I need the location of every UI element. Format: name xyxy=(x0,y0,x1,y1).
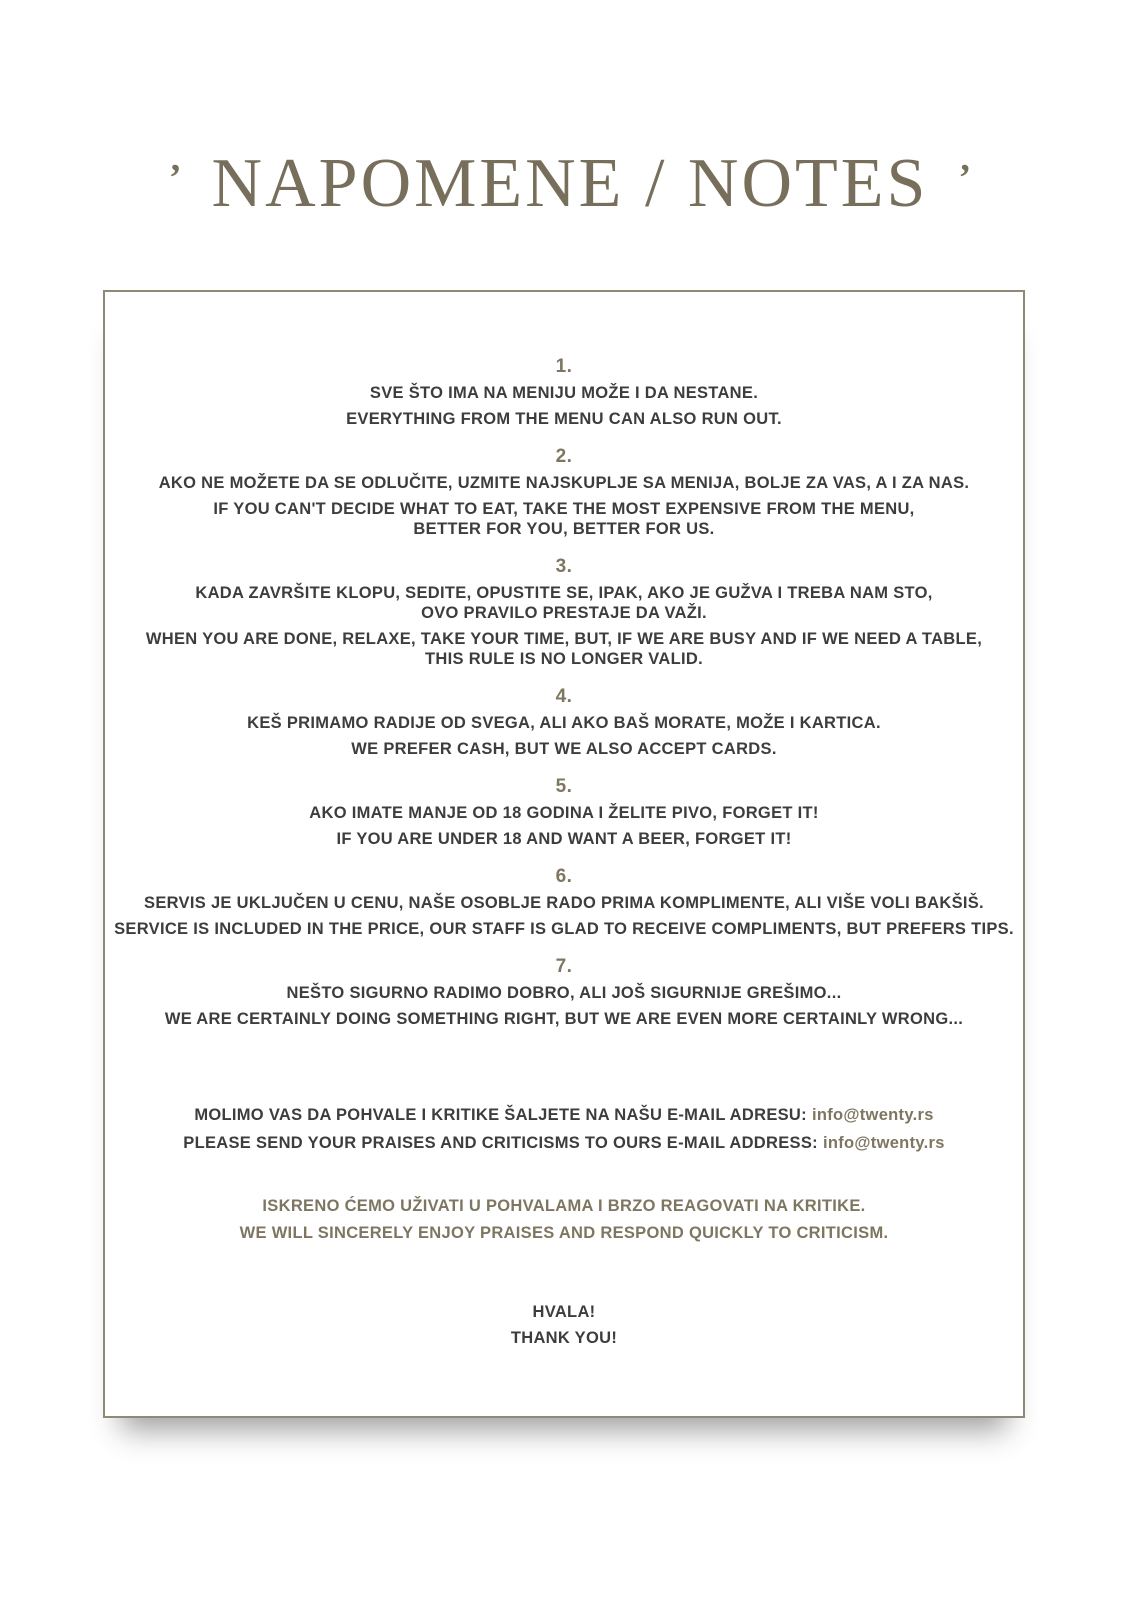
note-line: NEŠTO SIGURNO RADIMO DOBRO, ALI JOŠ SIGURNIJE GREŠIMO... xyxy=(286,984,842,1002)
promise-line-english: WE WILL SINCERELY ENJOY PRAISES AND RESPOND QUICKLY TO CRITICISM. xyxy=(239,1224,889,1242)
note-number: 3. xyxy=(555,556,573,577)
thanks-line-english: THANK YOU! xyxy=(510,1329,618,1347)
thanks-line-serbian: HVALA! xyxy=(532,1303,596,1321)
note-line: AKO IMATE MANJE OD 18 GODINA I ŽELITE PIVO, FORGET IT! xyxy=(309,804,819,822)
quote-ornament-right-icon: ’ xyxy=(958,157,972,199)
note-english-text xyxy=(105,499,1023,539)
note-line: BETTER FOR YOU, BETTER FOR US. xyxy=(413,520,715,538)
note-number: 2. xyxy=(555,446,573,467)
note-serbian-text xyxy=(105,713,1023,733)
contact-section xyxy=(105,1101,1023,1157)
note-item-3 xyxy=(105,556,1023,669)
contact-line-serbian xyxy=(105,1101,1023,1129)
note-line: IF YOU ARE UNDER 18 AND WANT A BEER, FORGET IT! xyxy=(336,830,792,848)
note-item-1 xyxy=(105,356,1023,429)
note-serbian-text xyxy=(105,983,1023,1003)
note-english-text xyxy=(105,829,1023,849)
note-item-6 xyxy=(105,866,1023,939)
note-line: KEŠ PRIMAMO RADIJE OD SVEGA, ALI AKO BAŠ MORATE, MOŽE I KARTICA. xyxy=(247,714,881,732)
menu-notes-page xyxy=(0,142,1140,1600)
note-number: 5. xyxy=(555,776,573,797)
notes-sheet xyxy=(103,290,1025,1418)
note-line: SERVICE IS INCLUDED IN THE PRICE, OUR STAFF IS GLAD TO RECEIVE COMPLIMENTS, BUT PREFERS TIPS. xyxy=(114,920,1014,938)
email-link[interactable]: info@twenty.rs xyxy=(811,1106,934,1124)
note-serbian-text xyxy=(105,803,1023,823)
note-line: WE PREFER CASH, BUT WE ALSO ACCEPT CARDS. xyxy=(351,740,777,758)
note-line: EVERYTHING FROM THE MENU CAN ALSO RUN OUT. xyxy=(346,410,782,428)
page-header xyxy=(0,142,1140,226)
contact-line-english xyxy=(105,1129,1023,1157)
note-item-7 xyxy=(105,956,1023,1029)
note-english-text xyxy=(105,1009,1023,1029)
note-english-text xyxy=(105,409,1023,429)
page-title: NAPOMENE / NOTES xyxy=(211,145,929,222)
email-link[interactable]: info@twenty.rs xyxy=(822,1134,945,1152)
note-item-5 xyxy=(105,776,1023,849)
note-line: KADA ZAVRŠITE KLOPU, SEDITE, OPUSTITE SE, IPAK, AKO JE GUŽVA I TREBA NAM STO, xyxy=(195,584,933,602)
note-serbian-text xyxy=(105,893,1023,913)
note-number: 4. xyxy=(555,686,573,707)
note-line: WHEN YOU ARE DONE, RELAXE, TAKE YOUR TIME, BUT, IF WE ARE BUSY AND IF WE NEED A TABLE, xyxy=(145,630,983,648)
note-line: THIS RULE IS NO LONGER VALID. xyxy=(425,650,703,668)
promise-section xyxy=(105,1193,1023,1247)
note-serbian-text xyxy=(105,583,1023,623)
note-english-text xyxy=(105,919,1023,939)
quote-ornament-left-icon: ’ xyxy=(168,157,182,199)
contact-label-serbian: MOLIMO VAS DA POHVALE I KRITIKE ŠALJETE NA NAŠU E-MAIL ADRESU: xyxy=(194,1106,807,1124)
note-line: SERVIS JE UKLJUČEN U CENU, NAŠE OSOBLJE RADO PRIMA KOMPLIMENTE, ALI VIŠE VOLI BAKŠIŠ. xyxy=(144,894,984,912)
note-number: 6. xyxy=(555,866,573,887)
note-number: 1. xyxy=(555,356,573,377)
note-english-text xyxy=(105,629,1023,669)
note-line: AKO NE MOŽETE DA SE ODLUČITE, UZMITE NAJSKUPLJE SA MENIJA, BOLJE ZA VAS, A I ZA NAS. xyxy=(158,474,970,492)
note-line: WE ARE CERTAINLY DOING SOMETHING RIGHT, BUT WE ARE EVEN MORE CERTAINLY WRONG... xyxy=(164,1010,964,1028)
note-english-text xyxy=(105,739,1023,759)
note-serbian-text xyxy=(105,383,1023,403)
thanks-section xyxy=(105,1299,1023,1351)
note-serbian-text xyxy=(105,473,1023,493)
note-line: IF YOU CAN'T DECIDE WHAT TO EAT, TAKE THE MOST EXPENSIVE FROM THE MENU, xyxy=(213,500,915,518)
contact-label-english: PLEASE SEND YOUR PRAISES AND CRITICISMS TO OURS E-MAIL ADDRESS: xyxy=(183,1134,818,1152)
note-item-2 xyxy=(105,446,1023,539)
note-number: 7. xyxy=(555,956,573,977)
promise-line-serbian: ISKRENO ĆEMO UŽIVATI U POHVALAMA I BRZO REAGOVATI NA KRITIKE. xyxy=(262,1197,866,1215)
note-item-4 xyxy=(105,686,1023,759)
note-line: OVO PRAVILO PRESTAJE DA VAŽI. xyxy=(421,604,707,622)
note-line: SVE ŠTO IMA NA MENIJU MOŽE I DA NESTANE. xyxy=(369,384,759,402)
